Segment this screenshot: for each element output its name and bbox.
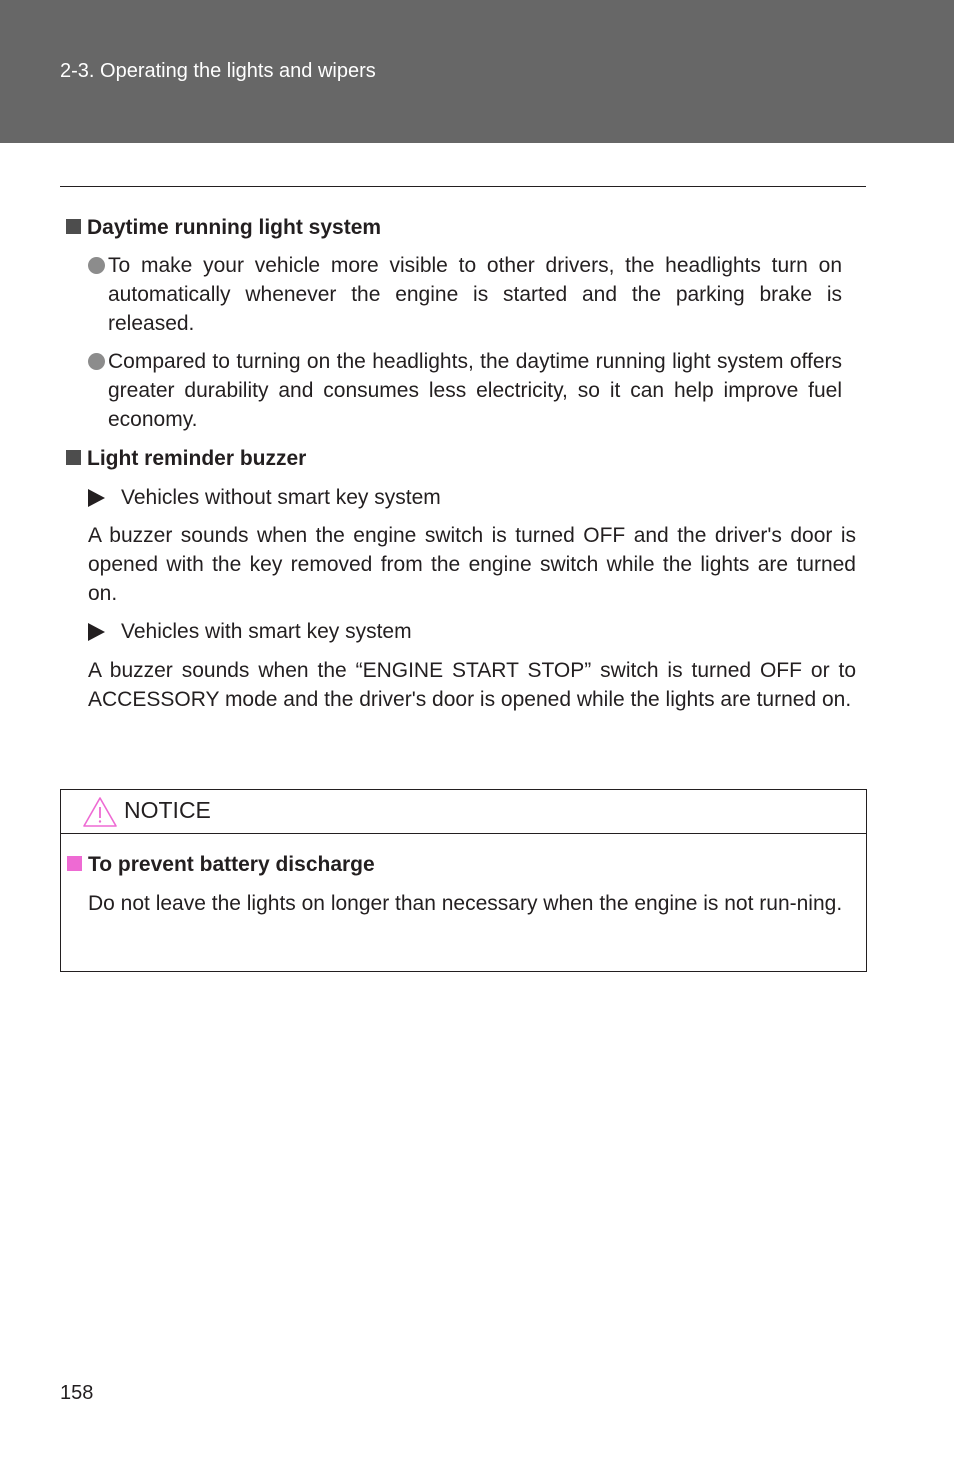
vehicle-type-text: Vehicles with smart key system (121, 620, 412, 643)
bullet-text: Compared to turning on the headlights, the daytime running light system offers greater durability and consumes less electricity, so it can help improve fuel economy. (108, 350, 842, 431)
page-number: 158 (60, 1382, 94, 1404)
square-bullet-icon (67, 856, 82, 871)
notice-divider (61, 833, 866, 834)
vehicle-type-label (88, 617, 412, 646)
heading-text: Light reminder buzzer (87, 447, 307, 470)
square-bullet-icon (66, 219, 81, 234)
heading-text: Daytime running light system (87, 216, 382, 239)
top-rule (60, 186, 866, 187)
notice-label: NOTICE (124, 797, 211, 823)
heading-daytime-running-light (66, 213, 381, 242)
paragraph: A buzzer sounds when the engine switch is turned OFF and the driver's door is opened with the key removed from the engine switch while the lights are turned on. (88, 524, 856, 605)
bullet-item (88, 251, 842, 338)
square-bullet-icon (66, 450, 81, 465)
circle-bullet-icon (88, 353, 105, 370)
notice-heading (67, 850, 375, 879)
right-triangle-icon (88, 489, 105, 507)
vehicle-type-text: Vehicles without smart key system (121, 486, 441, 509)
header-band (0, 0, 954, 143)
notice-text: Do not leave the lights on longer than necessary when the engine is not run-ning. (88, 892, 843, 915)
paragraph: A buzzer sounds when the “ENGINE START STOP” switch is turned OFF or to ACCESSORY mode and the driver's door is opened while the lights are turned on. (88, 659, 856, 711)
notice-heading-text: To prevent battery discharge (88, 853, 375, 876)
bullet-item (88, 347, 842, 434)
heading-light-reminder-buzzer (66, 444, 306, 473)
section-title: 2-3. Operating the lights and wipers (60, 60, 376, 82)
warning-triangle-icon (82, 796, 118, 828)
notice-box (60, 789, 867, 972)
circle-bullet-icon (88, 257, 105, 274)
vehicle-type-label (88, 483, 441, 512)
right-triangle-icon (88, 623, 105, 641)
bullet-text: To make your vehicle more visible to other drivers, the headlights turn on automatically whenever the engine is started and the parking brake is released. (108, 254, 842, 335)
